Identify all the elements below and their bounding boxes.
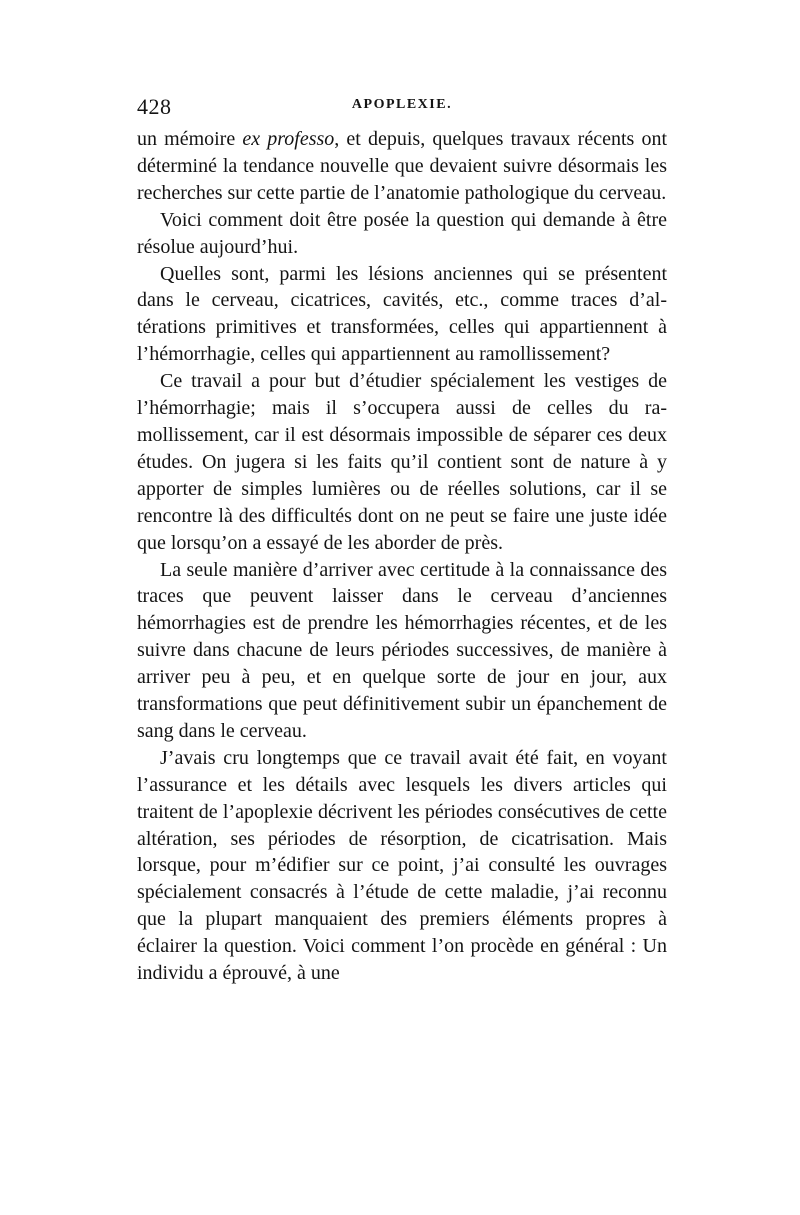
paragraph-1-pre: un mémoire <box>137 128 243 150</box>
paragraph-4: Ce travail a pour but d’étudier spécialement les vestiges de l’hémorrhagie; mais il s’occupera aussi de celles du ramollissement, car il est désormais impossible de séparer ces deux études. On jugera si les faits qu’il contient sont de nature à y apporter de simples lumières ou de réelles solutions, car il se rencontre là des difficultés dont on ne peut se faire une juste idée que lorsqu’on a essayé de les aborder de près. <box>137 370 667 554</box>
paragraph-5: La seule manière d’arriver avec certitude à la connaissance des traces que peuvent laisser dans le cerveau d’anciennes hémorrhagies est de prendre les hémorrhagies récentes, et de les suivre dans chacune de leurs périodes successives, de manière à arriver peu à peu, et en quelque sorte de jour en jour, aux transformations que peut définitivement subir un épanchement de sang dans le cerveau. <box>137 558 667 742</box>
paragraph-3: Quelles sont, parmi les lésions anciennes qui se présentent dans le cerveau, cicatrices, cavités, etc., comme traces d’altérations primitives et transformées, celles qui appartiennent à l’hémorrhagie, celles qui appartiennent au ramollissement? <box>137 262 667 366</box>
paragraph-6: J’avais cru longtemps que ce travail avait été fait, en voyant l’assurance et les détails avec lesquels les divers articles qui traitent de l’apoplexie décrivent les périodes consécutives de cette altération, ses périodes de résorption, de cicatrisation. Mais lorsque, pour m’édifier sur ce point, j’ai consulté les ouvrages spécialement consacrés à l’étude de cette maladie, j’ai reconnu que la plupart manquaient des premiers éléments propres à éclairer la question. Voici comment l’on procède en général : Un individu a éprouvé, à une <box>137 746 667 985</box>
page-header <box>137 94 667 122</box>
page-number: 428 <box>137 94 172 119</box>
paragraph-1-italic: ex professo <box>242 128 335 150</box>
text-body <box>137 126 667 987</box>
running-title: APOPLEXIE. <box>351 97 453 112</box>
paragraph-2: Voici comment doit être posée la question qui demande à être résolue aujourd’hui. <box>137 208 667 258</box>
paragraph-1-post: , et depuis, quelques travaux récents ont déterminé la tendance nouvelle que devaient suivre désormais les recherches sur cette partie de l’anatomie pathologique du cerveau. <box>137 128 668 204</box>
paragraph-1 <box>137 126 667 207</box>
